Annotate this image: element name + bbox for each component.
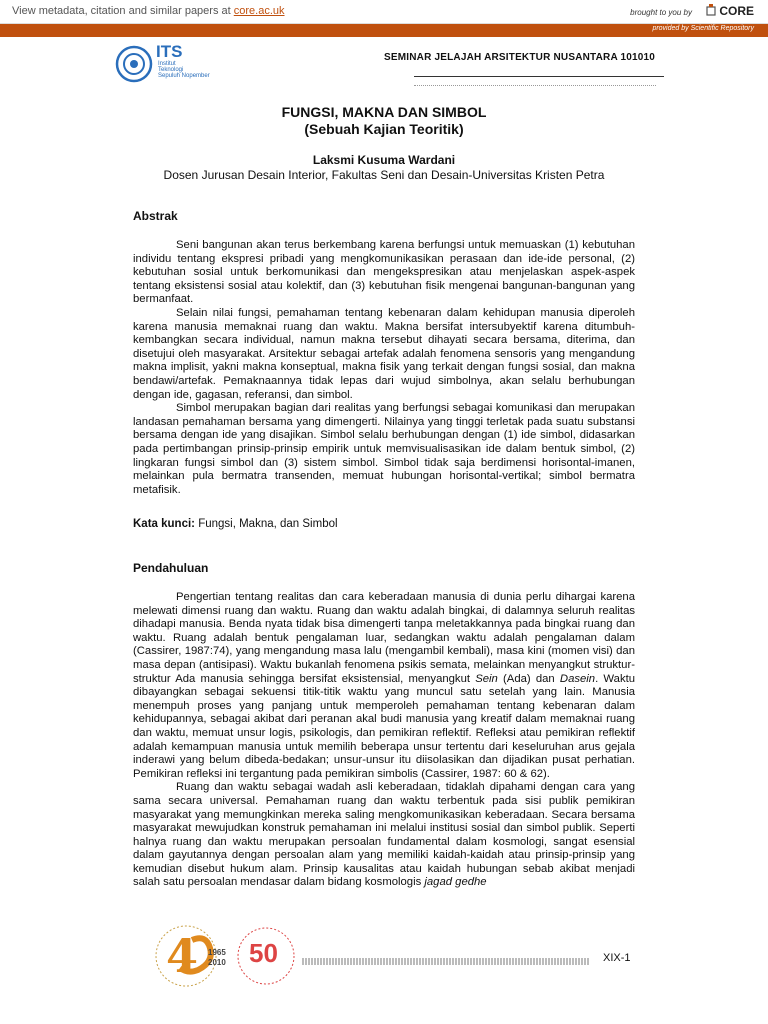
page-number: XIX-1: [603, 952, 631, 964]
intro-body: [133, 591, 635, 890]
footer-rule: [302, 958, 590, 965]
metadata-text: View metadata, citation and similar papers at: [12, 5, 234, 17]
paper-title: FUNGSI, MAKNA DAN SIMBOL: [281, 104, 487, 120]
its-50-logo: 50: [249, 938, 278, 968]
keywords-values: Fungsi, Makna, dan Simbol: [195, 518, 338, 530]
header-rule-dotted: [414, 85, 656, 86]
metadata-notice: [12, 5, 285, 17]
its-logo: [114, 42, 222, 86]
intro-heading: Pendahuluan: [133, 561, 209, 575]
intro-term-jagad: jagad gedhe: [424, 876, 487, 889]
abstract-paragraph: Simbol merupakan bagian dari realitas yang berfungsi sebagai komunikasi dan merupakan landasan pemahaman bersama yang dimengerti. Nilainya yang tinggi terletak pada suatu substansi bersama dengan ide yang disajikan. Simbol selalu berhubungan dengan (1) ide simbol, didasarkan pada pertimbangan prinsip-prinsip empirik untuk memvisualisasikan ide dalam bentuk simbol, (2) lingkaran fungsi simbol dan (3) sistem simbol. Simbol tidak saja berdimensi horisontal-imanen, melainkan pula bermatra transenden, memuat hubungan horisontal-vertikal; simbol bermatra metafisik.: [133, 402, 635, 496]
keywords-label: Kata kunci:: [133, 518, 195, 530]
anniversary-emblem-icon: [152, 920, 302, 990]
intro-term-sein: Sein: [475, 672, 498, 685]
its-logo-text: ITS: [156, 42, 183, 61]
intro-term-dasein: Dasein: [559, 672, 596, 685]
author-name: Laksmi Kusuma Wardani: [312, 153, 456, 167]
keywords: [133, 518, 338, 530]
svg-text:4: 4: [166, 929, 199, 983]
intro-text: Ruang dan waktu sebagai wadah asli keberadaan, tidaklah dipahami dengan cara yang sama secara universal. Pemahaman ruang dan waktu terbentuk pada sisi publik pemikiran masyarakat yang memungkinkan mereka saling mengkomunikasikan keberadaan. Secara bersama masyarakat mewujudkan konstruk pemahaman ini melalui institusi sosial dan simbol publik. Seperti halnya ruang dan waktu merupakan persoalan fundamental dalam kosmologi, sangat esensial dalam gayutannya dengan persoalan alam yang memiliki kaidah-kaidah atau prinsip-prinsip yang kemudian disebut hukum alam. Prinsip kausalitas atau kaidah hubungan sebab akibat menjadi salah satu persoalan mendasar dalam bidang kosmologis: [133, 781, 635, 889]
core-link[interactable]: core.ac.uk: [233, 5, 285, 17]
intro-text: (Ada) dan: [497, 672, 560, 685]
provider-bar: [0, 24, 768, 37]
intro-text: Pengertian tentang realitas dan cara keberadaan manusia di dunia perlu dihargai karena melewati dimensi ruang dan waktu. Ruang dan waktu adalah bingkai, di dalamnya seluruh realitas dihadapi manusia. Benda nyata tidak bisa dimengerti tanpa meletakkannya pada bingkai ruang dan waktu. Ruang adalah bentuk pengalaman luar, sedangkan waktu adalah pengalaman dalam (Cassirer, 1987:74), yang mengandung masa lalu (mengambil kembali), masa kini (momen visi) dan masa depan (antisipasi). Waktu bukanlah fenomena psikis semata, melainkan menyangkut struktur-struktur Ada manusia sehingga bersifat eksistensial, menyangkut: [133, 591, 635, 685]
abstract-paragraph: Seni bangunan akan terus berkembang karena berfungsi untuk memuaskan (1) kebutuhan individu tentang ekspresi pribadi yang mengkomunikasikan perasaan dan ide-ide personal, (2) kebutuhan sosial untuk berkomunikasi dan mengekspresikan atau menjelaskan aspek-aspek tentang eksistensi sosial atau kolektif, dan (3) kebutuhan fisik mengenai bangunan-bangunan yang bermanfaat.: [133, 239, 635, 306]
abstract-heading: Abstrak: [133, 209, 178, 223]
core-logo[interactable]: [706, 4, 754, 18]
intro-paragraph-1: [133, 591, 635, 781]
header-rule: [414, 76, 664, 77]
its-logo-sub1: Institut: [158, 61, 176, 67]
years-top: 1965: [208, 948, 226, 957]
provider-text: provided by Scientific Repository: [652, 25, 754, 32]
core-banner: [0, 0, 768, 24]
brought-text: brought to you by: [630, 8, 692, 17]
abstract-body: [133, 239, 635, 497]
years-bottom: 2010: [208, 958, 226, 967]
its-logo-sub3: Sepuluh Nopember: [158, 73, 210, 79]
paper-subtitle: (Sebuah Kajian Teoritik): [304, 121, 464, 137]
seminar-header: SEMINAR JELAJAH ARSITEKTUR NUSANTARA 101010: [384, 52, 656, 63]
abstract-paragraph: Selain nilai fungsi, pemahaman tentang kebenaran dalam kehidupan manusia diperoleh karena manusia memaknai ruang dan waktu. Makna bersifat intersubyektif karena ditumbuh-kembangkan secara individual, namun makna tersebut dihayati secara bersama, diterima, dan disetujui oleh masyarakat. Arsitektur sebagai artefak adalah fenomena sensoris yang mengandung makna implisit, yakni makna konseptual, makna fisik yang terkait dengan fungsi sosial, dan makna bendawi/artefak. Pemaknaannya tidak lepas dari wujud simbolnya, akan selalu berhubungan dengan ide, gagasan, referansi, dan simbol.: [133, 306, 635, 401]
core-icon: [706, 4, 716, 16]
intro-text: . Waktu dibayangkan sebagai sekuensi titik-titik waktu yang muncul satu setelah yang lain. Manusia menempuh proses yang panjang untuk memperoleh pemahaman tentang kebenaran dalam kehidupannya, sebagai akibat dari peranan akal budi manusia yang kreatif dalam memaknai ruang dan waktu, memuat unsur logis, psikologis, dan pemikiran reflektif. Refleksi atau pemikiran reflektif adalah kemampuan manusia untuk memilih beberapa unsur tertentu dari keseluruhan arus gejala inderawi yang belum dibeda-bedakan; unsur-unsur itu diisolasikan dan dijadikan pusat perhatian. Pemikiran refleksi ini tergantung pada pemikiran simbolis (Cassirer, 1987: 60 & 62).: [133, 672, 636, 780]
core-label: CORE: [719, 4, 754, 18]
author-affiliation: Dosen Jurusan Desain Interior, Fakultas Seni dan Desain-Universitas Kristen Petra: [163, 168, 605, 182]
intro-paragraph-2: [133, 781, 635, 890]
its-logo-sub2: Teknologi: [158, 67, 184, 73]
anniversary-logos: [152, 920, 302, 990]
